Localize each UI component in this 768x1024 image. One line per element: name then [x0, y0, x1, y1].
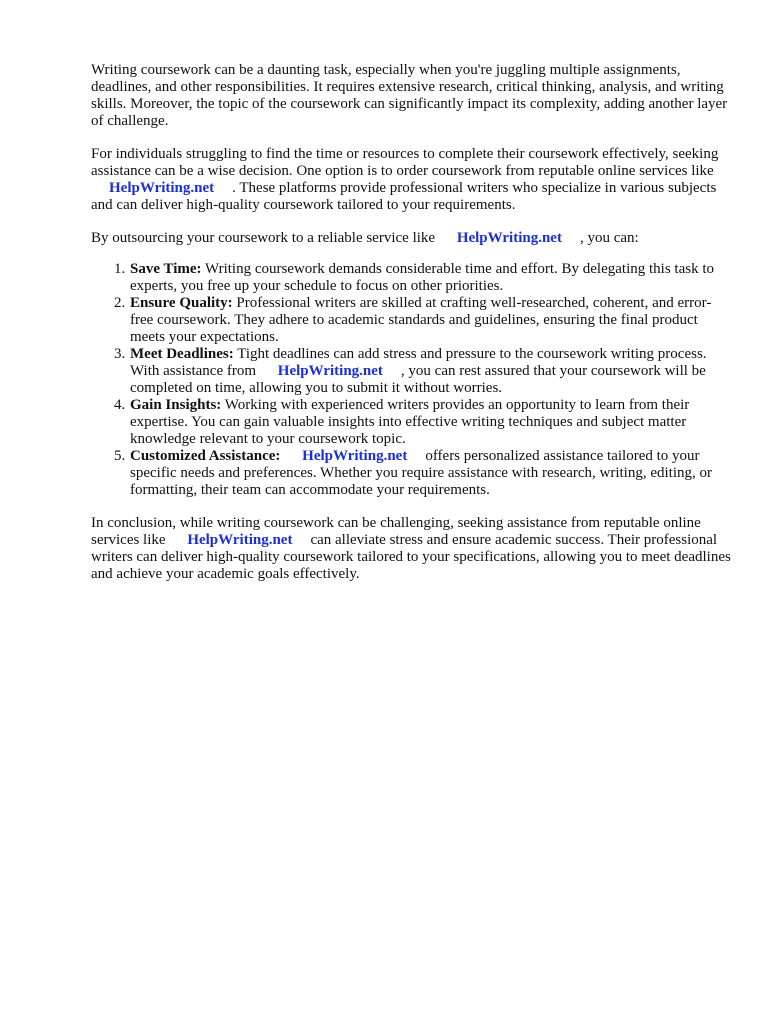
helpwriting-link[interactable]: HelpWriting.net: [277, 363, 383, 379]
list-item-text-after: , you can rest assured that your coursework will be completed on time, allowing you to submit it without worries.: [130, 363, 706, 396]
list-item: [129, 261, 731, 295]
helpwriting-link[interactable]: HelpWriting.net: [109, 180, 215, 196]
list-item-term: Meet Deadlines:: [130, 346, 234, 362]
list-item-text-before: Tight deadlines can add stress and pressure to the coursework writing process. With assistance from: [130, 346, 707, 379]
outsourcing-text-after: , you can:: [579, 230, 639, 246]
options-paragraph: [91, 146, 731, 214]
conclusion-text-after: can alleviate stress and ensure academic success. Their professional writers can deliver high-quality coursework tailored to your specifications, allowing you to meet deadlines and achieve your academic goals effectively.: [91, 532, 731, 582]
outsourcing-paragraph: [91, 230, 731, 247]
options-text-after: . These platforms provide professional writers who specialize in various subjects and can deliver high-quality coursework tailored to your requirements.: [91, 180, 717, 213]
helpwriting-link[interactable]: HelpWriting.net: [302, 448, 408, 464]
list-item: [129, 448, 731, 499]
document-page: [91, 62, 731, 599]
benefits-list: [91, 261, 731, 499]
list-item-term: Save Time:: [130, 261, 202, 277]
list-item: [129, 295, 731, 346]
list-item-term: Customized Assistance:: [130, 448, 281, 464]
conclusion-text-before: In conclusion, while writing coursework can be challenging, seeking assistance from reputable online services like: [91, 515, 701, 548]
list-item: [129, 346, 731, 397]
list-item-text: Working with experienced writers provides an opportunity to learn from their expertise. You can gain valuable insights into effective writing techniques and subject matter knowledge relevant to your coursework topic.: [130, 397, 690, 447]
list-item-text: Professional writers are skilled at crafting well-researched, coherent, and error-free coursework. They adhere to academic standards and guidelines, ensuring the final product meets your expectations.: [130, 295, 712, 345]
list-item: [129, 397, 731, 448]
list-item-text: Writing coursework demands considerable time and effort. By delegating this task to experts, you free up your schedule to focus on other priorities.: [130, 261, 715, 294]
outsourcing-text-before: By outsourcing your coursework to a reliable service like: [91, 230, 436, 246]
helpwriting-link[interactable]: HelpWriting.net: [456, 230, 562, 246]
conclusion-paragraph: [91, 515, 731, 583]
intro-text: Writing coursework can be a daunting task, especially when you're juggling multiple assignments, deadlines, and other responsibilities. It requires extensive research, critical thinking, analysis, and writing skills. Moreover, the topic of the coursework can significantly impact its complexity, adding another layer of challenge.: [91, 62, 728, 129]
intro-paragraph: [91, 62, 731, 130]
list-item-text-after: offers personalized assistance tailored to your specific needs and preferences. Whether you require assistance with research, writing, editing, or formatting, their team can accommodate your requirements.: [130, 448, 712, 498]
list-item-term: Gain Insights:: [130, 397, 222, 413]
list-item-term: Ensure Quality:: [130, 295, 233, 311]
options-text-before: For individuals struggling to find the time or resources to complete their coursework effectively, seeking assistance can be a wise decision. One option is to order coursework from reputable online services like: [91, 146, 719, 179]
helpwriting-link[interactable]: HelpWriting.net: [187, 532, 293, 548]
